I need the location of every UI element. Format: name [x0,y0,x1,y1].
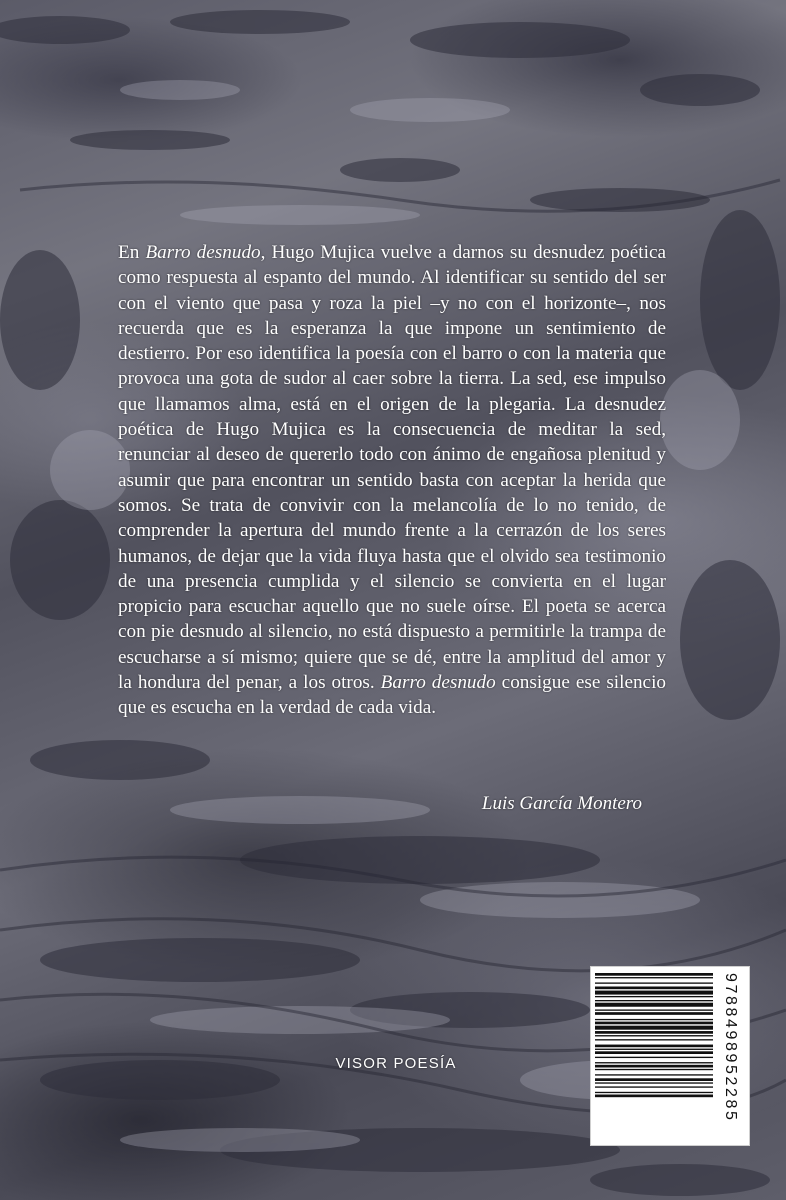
barcode-bar [595,1039,713,1040]
barcode-bar [595,996,713,997]
barcode-bar [595,1031,713,1034]
barcode-bar [595,1022,713,1025]
barcode-bar [595,1062,713,1063]
barcode-bar [595,1078,713,1081]
barcode-bar [595,1000,713,1001]
barcode-bar [595,1074,713,1075]
barcode-bars [595,973,713,1139]
barcode-bar [595,987,713,990]
barcode-bar [595,1035,713,1036]
barcode-bar [595,1051,713,1054]
barcode-bar [595,1019,713,1020]
barcode-bar [595,1045,713,1048]
blurb-author: Luis García Montero [481,793,642,814]
barcode-bar [595,973,713,976]
barcode-bar [595,1095,713,1098]
barcode-bar [595,1086,713,1087]
blurb-paragraph [118,240,666,721]
barcode-bar [595,1003,713,1007]
blurb-pre: En [118,242,146,263]
barcode-bar [595,982,713,983]
back-cover-blurb [118,240,666,721]
isbn-barcode [590,966,750,1146]
barcode-bar [595,977,713,978]
book-title-italic-2: Barro desnudo [380,672,496,694]
barcode-bar [595,1069,713,1070]
blurb-body: , Hugo Mujica vuelve a darnos su desnudez poética como respuesta al espanto del mundo. Al identificar su sentido del ser con el viento que pasa y roza la piel –y no con el horizonte–, nos recuerda que es la esperanza la que impone un sentimiento de destierro. Por eso identifica la poesía con el barro o con la materia que provoca una gota de sudor al caer sobre la tierra. La sed, ese impulso que llamamos alma, está en el origen de la plegaria. La desnudez poética de Hugo Mujica es la consecuencia de meditar la sed, renunciar al deseo de quererlo todo con ánimo de engañosa plenitud y asumir que para encontrar un sentido basta con aceptar la herida que somos. Se trata de convivir con la melancolía de lo no tenido, de comprender la apertura del mundo frente a la cerrazón de los seres humanos, de dejar que la vida fluya hasta que el olvido sea testimonio de una presencia cumplida y el silencio se convierta en el lugar propicio para escuchar aquello que no suele oírse. El poeta se acerca con pie desnudo al silencio, no está dispuesto a permitirle la trampa de escucharse a sí mismo; quiere que se dé, entre la amplitud del amor y la hondura del penar, a los otros. [118,242,666,694]
book-title-italic: Barro desnudo [145,242,261,263]
barcode-bar [595,1012,713,1015]
barcode-bar [595,1057,713,1058]
publisher-name: VISOR POESÍA [335,1055,457,1072]
barcode-bar [595,991,713,995]
barcode-bar [595,1049,713,1050]
blurb-ending: consigue ese silencio que es escucha en la verdad de cada vida. [118,672,667,719]
barcode-bar [595,1082,713,1083]
barcode-bar [595,1092,713,1093]
barcode-bar [595,1009,713,1010]
barcode-bar [595,1065,713,1068]
isbn-digits: 9788498952285 [722,973,739,1123]
barcode-bar [595,1026,713,1030]
